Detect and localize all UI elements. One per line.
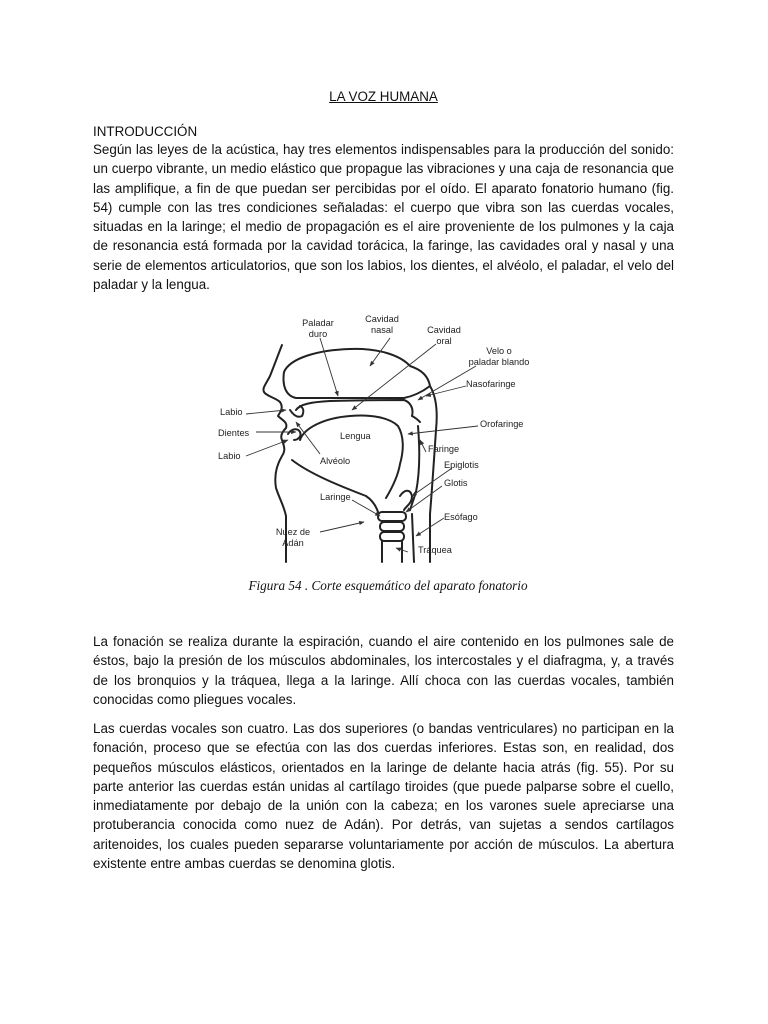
label-nuez-de-adan-1: Nuez de [275, 527, 311, 537]
upper-teeth-outline [290, 406, 303, 417]
section-heading-introduccion: INTRODUCCIÓN [93, 124, 198, 139]
larynx-ring-1 [378, 512, 406, 521]
label-nasofaringe: Nasofaringe [466, 379, 516, 389]
label-dientes: Dientes [218, 428, 250, 438]
label-velo-1: Velo o [486, 346, 512, 356]
pointer-faringe [420, 440, 426, 452]
pointer-paladar-duro [320, 338, 338, 396]
throat-outline [292, 460, 378, 512]
label-faringe: Faringe [428, 444, 460, 454]
label-velo-2: paladar blando [468, 357, 530, 367]
pointer-cavidad-nasal [370, 338, 390, 366]
document-title: LA VOZ HUMANA [329, 89, 438, 104]
figure-caption: Figura 54 . Corte esquemático del aparato fonatorio [248, 578, 528, 593]
pointer-labio-inf [246, 440, 288, 456]
label-cavidad-nasal-1: Cavidad [365, 314, 399, 324]
vocal-apparatus-diagram [200, 300, 580, 580]
label-nuez-de-adan-2: Adán [282, 538, 304, 548]
esophagus-outline [412, 514, 414, 562]
velum-outline [412, 416, 420, 422]
lower-teeth-outline [288, 429, 301, 440]
label-paladar-duro-1: Paladar [302, 318, 334, 328]
label-alveolo: Alvéolo [320, 456, 351, 466]
paragraph-3: Las cuerdas vocales son cuatro. Las dos superiores (o bandas ventriculares) no participan en la fonación, proceso que se efectúa con las dos cuerdas inferiores. Estas son, en realidad, dos pequeños músculos elásticos, orientados en la laringe de delante hacia atrás (fig. 55). Por su parte anterior las cuerdas están unidas al cartílago tiroides (que puede palparse sobre el cuello, inmediatamente por debajo de la unión con la cabeza; en los varones suele apreciarse una protuberancia conocida como nuez de Adán). Por detrás, van sujetas a sendos cartílagos aritenoides, los cuales pueden separarse voluntariamente por acción de músculos. La abertura existente entre ambas cuerdas se denomina glotis. [93, 721, 674, 872]
pharynx-back-wall [430, 386, 437, 562]
label-laringe: Laringe [320, 492, 351, 502]
paragraph-1: Según las leyes de la acústica, hay tres elementos indispensables para la producción del sonido: un cuerpo vibrante, un medio elástico que propague las vibraciones y una caja de resonancia que las amplifique, a fin de que puedan ser percibidas por el oído. El aparato fonatorio humano (fig. 54) cumple con las tres condiciones señaladas: el cuerpo que vibra son las cuerdas vocales, situadas en la laringe; el medio de propagación es el aire proveniente de los pulmones y la caja de resonancia está formada por la cavidad torácica, la faringe, las cavidades oral y nasal y una serie de elementos articulatorios, que son los labios, los dientes, el alvéolo, el paladar, el velo del paladar y la lengua. [93, 142, 674, 293]
tongue-outline [300, 415, 403, 498]
larynx-ring-2 [380, 522, 404, 531]
label-esofago: Esófago [444, 512, 478, 522]
label-epiglotis: Epiglotis [444, 460, 479, 470]
nasal-cavity-outline [284, 349, 431, 398]
trachea-outline [382, 541, 402, 562]
pointer-nuez [320, 522, 364, 532]
larynx-ring-3 [380, 532, 404, 541]
label-labio-inferior: Labio [218, 451, 241, 461]
label-cavidad-oral-2: oral [436, 336, 452, 346]
label-orofaringe: Orofaringe [480, 419, 524, 429]
label-traquea: Tráquea [418, 545, 452, 555]
vocal-apparatus-figure [200, 300, 580, 600]
paragraph-2: La fonación se realiza durante la espiración, cuando el aire contenido en los pulmones sale de éstos, bajo la presión de los músculos abdominales, los intercostales y el diafragma, y, a través de los bronquios y la tráquea, llega a la laringe. Allí choca con las cuerdas vocales, también conocidas como pliegues vocales. [93, 634, 674, 707]
label-lengua: Lengua [340, 431, 371, 441]
label-glotis: Glotis [444, 478, 468, 488]
label-cavidad-oral-1: Cavidad [427, 325, 461, 335]
label-cavidad-nasal-2: nasal [371, 325, 393, 335]
label-paladar-duro-2: duro [308, 329, 328, 339]
label-labio-superior: Labio [220, 407, 243, 417]
